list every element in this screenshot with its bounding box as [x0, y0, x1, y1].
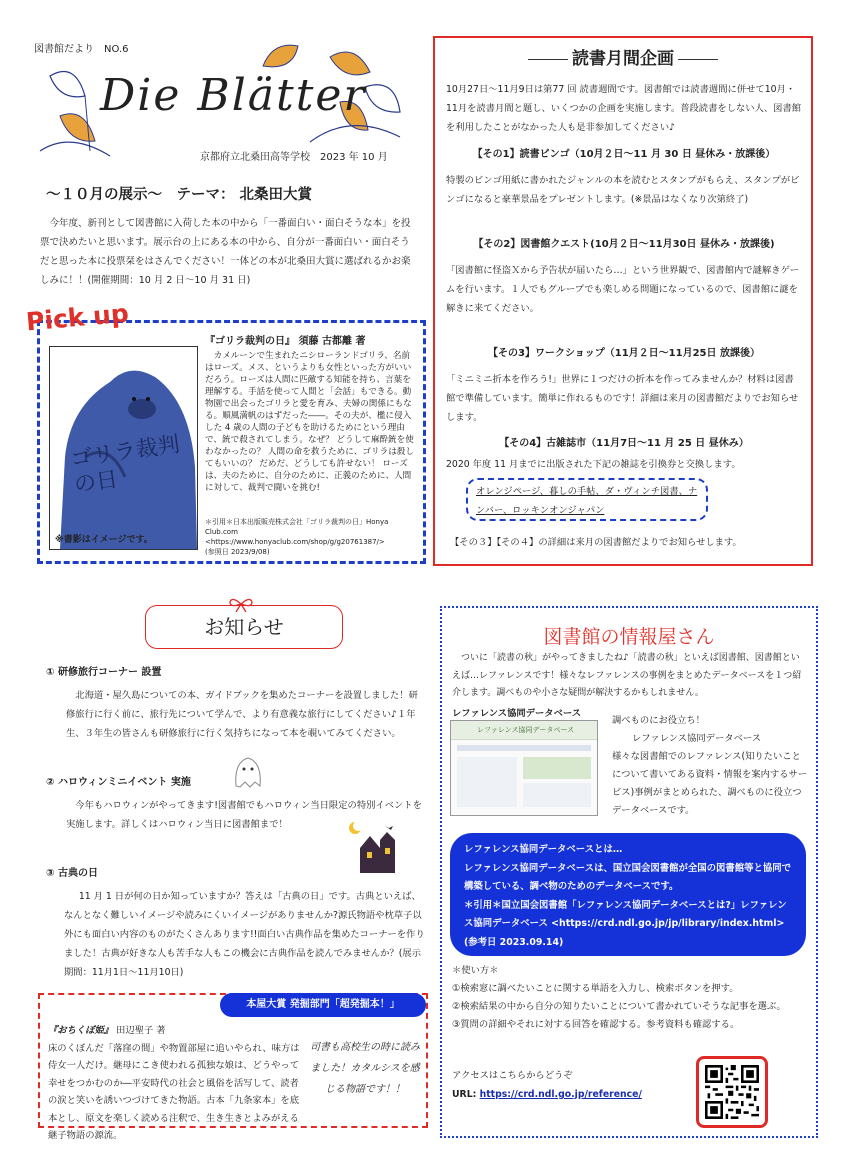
- usage-step: ③質問の詳細やそれに対する回答を確認する。参考資料も確認する。: [452, 1019, 740, 1030]
- event-body: 特製のビンゴ用紙に書かれたジャンルの本を読むとスタンプがもらえ、スタンプがビンゴになると豪華景品をプレゼントします。(※景品はなくなり次第終了): [446, 175, 800, 205]
- issue-number: 図書館だより NO.6: [34, 44, 129, 55]
- librarian-note: 司書も高校生の時に読みました！カタルシスを感じる物語です！！: [310, 1042, 420, 1095]
- event-4: [446, 434, 802, 474]
- notice-title: お知らせ: [145, 605, 343, 649]
- citation-text: ＊引用＊日本出版販売株式会社「ゴリラ裁判の日」Honya Club.com: [205, 518, 389, 536]
- bubble-body: レファレンス協同データベースは、国立国会図書館が全国の図書館等と協同で構築している、調べ物のためのデータベースです。: [464, 862, 791, 892]
- event-heading: 【その2】図書館クエスト(10月２日～11月30日 昼休み・放課後): [473, 239, 775, 250]
- event-body: 2020 年度 11 月までに出版された下記の雑誌を引換券と交換します。: [446, 459, 741, 470]
- notice-heading: ③ 古典の日: [46, 868, 98, 879]
- event-1: [446, 145, 802, 209]
- database-caption: レファレンス協同データベース: [452, 708, 581, 719]
- notice-body: 北海道・屋久島についての本、ガイドブックを集めたコーナーを設置しました！研修旅行に行く前に、旅行先について学んで、より有意義な旅行にしてください♪１年生、３年生の皆さんも研修旅行に行く気持ちになって本を覗いてみてください。: [66, 690, 418, 739]
- okubo-author: 田辺聖子 著: [116, 1025, 166, 1036]
- event-heading: 【その4】古雑誌市（11月7日～11 月 25 日 昼休み）: [499, 438, 749, 449]
- book-cover-image: [49, 346, 198, 550]
- database-screenshot: [450, 720, 598, 816]
- newsletter-logo: Die Blätter: [100, 70, 367, 121]
- usage-instructions: [452, 962, 812, 1034]
- access-info: [452, 1066, 642, 1104]
- exhibit-body: 今年度、新刊として図書館に入荷した本の中から「一番面白い・面白そうな本」を投票で決めたいと思います。展示台の上にある本の中から、自分が一番面白い・面白そうだと思った本に投票栞をはさんでください！一体どの本が北桑田大賞に選ばれるかお楽しみに！！(開催期間：10 月 2 日～10 月 31 日): [40, 218, 411, 286]
- book-summary: カメルーンで生まれたニシローランドゴリラ、名前はローズ。メス、というよりも女性といった方がいいだろう。ローズは人間に匹敵する知能を持ち、言葉を理解する。手話を使って人間と「会話」もできる。動物園で出会ったゴリラと愛を育み、夫婦の関係にもなる。順風満帆のはずだった――。その夫が、檻に侵入した 4 歳の人間の子どもを助けるためにという理由で、銃で殺されてしまう。なぜ？ どうして麻酔銃を使わなかったの？ 人間の命を救うために、ゴリラは殺してもいいの？ だめだ、どうしても許せない！ ローズは、夫のために、自分のために、正義のために、人間に対して、裁判で闘いを挑む!: [205, 351, 414, 493]
- okubo-text: [48, 1022, 306, 1145]
- notice-item-1: [46, 663, 426, 743]
- bubble-citation: ＊引用＊国立国会図書館「レファレンス協同データベースとは?」レファレンス協同データベース <https://crd.ndl.go.jp/jp/library/index.html>: [464, 899, 787, 929]
- database-tagline: 調べものにお役立ち！: [612, 715, 705, 726]
- reference-url-link[interactable]: https://crd.ndl.go.jp/reference/: [479, 1089, 642, 1100]
- database-body: 様々な図書館でのレファレンス(知りたいことについて書いてある資料・情報を案内するサービス)事例がまとめられた、調べものに役立つデータベースです。: [612, 751, 808, 816]
- pickup-label: Pick up: [24, 298, 130, 337]
- notice-heading: ① 研修旅行コーナー 設置: [46, 667, 162, 678]
- book-cover-text: ゴリラ裁判の日: [68, 432, 182, 499]
- magazine-list: オレンジページ、暮しの手帖、ダ・ヴィンチ図書、ナンバー、ロッキンオンジャパン: [476, 486, 698, 516]
- award-badge: 本屋大賞 発掘部門「超発掘本！」: [220, 993, 426, 1017]
- notice-item-3: [46, 864, 426, 982]
- cover-note: ※書影はイメージです。: [55, 535, 153, 545]
- citation-date: (参照日 2023/9/08): [205, 548, 270, 556]
- reading-month-footer: 【その３】【その４】の詳細は来月の図書館だよりでお知らせします。: [450, 537, 742, 548]
- event-body: 「図書館に怪盗Ｘから予告状が届いたら…」という世界観で、図書館内で謎解きゲームを行います。１人でもグループでも楽しめる問題になっているので、図書館に謎を解きに来てください。: [446, 265, 800, 314]
- book-citation: [205, 517, 420, 557]
- school-and-date: 京都府立北桑田高等学校 2023 年 10 月: [200, 152, 388, 163]
- reading-month-intro: 10月27日～11月9日は第77 回 読書週間です。図書館では読書週間に併せて10月・11月を読書月間と題し、いくつかの企画を実施します。普段読書をしない人、図書館を利用したことがなかった人も是非参加してください♪: [446, 84, 802, 133]
- access-text: アクセスはこちらからどうぞ: [452, 1070, 573, 1081]
- event-3: [446, 344, 802, 427]
- database-description: [612, 712, 810, 820]
- citation-url: <https://www.honyaclub.com/shop/g/g20761387/>: [205, 538, 385, 546]
- event-2: [446, 235, 802, 318]
- notice-body: 11 月 1 日が何の日か知っていますか？答えは「古典の日」です。古典といえば、なんとなく難しいイメージや読みにくいイメージがありませんか?源氏物語や枕草子以外にも面白い内容のものがたくさんあります!!面白い古典作品を集めたコーナーを作りました！古典が好きな人も苦手な人もこの機会に古典作品を読んでみませんか？(展示期間：11月1日～11月10日): [64, 891, 425, 978]
- library-info-title: 図書館の情報屋さん: [543, 626, 715, 648]
- bubble-date: (参考日 2023.09.14): [464, 936, 564, 948]
- event-heading: 【その3】ワークショップ（11月２日～11月25日 放課後）: [488, 348, 760, 359]
- okubo-body: 床のくぼんだ「落窪の間」や物置部屋に追いやられ、味方は侍女一人だけ。継母にこき使われる孤独な娘は、どうやって幸せをつかむのか―平安時代の社会と風俗を活写して、読者の涙と笑いを誘いつづけてきた物語。古本「九条家本」を底本とし、原文を楽しく読める注釈で、生き生きとよみがえる継子物語の源流。: [48, 1042, 300, 1141]
- okubo-title: 『おちくぼ姫』: [48, 1025, 114, 1036]
- usage-step: ②検索結果の中から自分の知りたいことについて書かれていそうな記事を選ぶ。: [452, 1001, 786, 1012]
- reading-month-title: [433, 44, 813, 69]
- library-info-intro: ついに「読書の秋」がやってきましたね♪「読書の秋」といえば図書館、図書館といえば…レファレンスです！様々なレファレンスの事例をまとめたデータベースを１つ紹介します。調べものや小さな疑問が解決するかもしれません。: [452, 653, 802, 698]
- database-name: レファレンス協同データベース: [632, 733, 761, 744]
- reading-month-title-text: 読書月間企画: [572, 49, 674, 69]
- notice-body: 今年もハロウィンがやってきます!図書館でもハロウィン当日限定の特別イベントを実施します。詳しくはハロウィン当日に図書館まで！: [66, 800, 422, 830]
- bubble-heading: レファレンス協同データベースとは…: [464, 844, 623, 855]
- book-title: 『ゴリラ裁判の日』 須藤 古都離 著: [205, 336, 366, 347]
- notice-heading: ② ハロウィンミニイベント 実施: [46, 777, 191, 788]
- exhibit-title: ～１０月の展示～ テーマ： 北桑田大賞: [46, 187, 313, 203]
- url-label: URL:: [452, 1089, 477, 1100]
- qr-code-icon: [705, 1065, 759, 1119]
- qr-code[interactable]: [696, 1056, 768, 1128]
- usage-title: ＊使い方＊: [452, 965, 499, 976]
- event-body: 「ミニミニ折本を作ろう!」世界に１つだけの折本を作ってみませんか？材料は図書館で準備しています。簡単に作れるものです！詳細は来月の図書館だよりでお知らせします。: [446, 374, 799, 423]
- usage-step: ①検索窓に調べたいことに関する単語を入力し、検索ボタンを押す。: [452, 983, 739, 994]
- event-heading: 【その1】読書ビンゴ（10月２日～11 月 30 日 昼休み・放課後）: [472, 149, 776, 160]
- database-screenshot-title: レファレンス協同データベース: [451, 721, 597, 740]
- database-definition-bubble: [450, 833, 806, 956]
